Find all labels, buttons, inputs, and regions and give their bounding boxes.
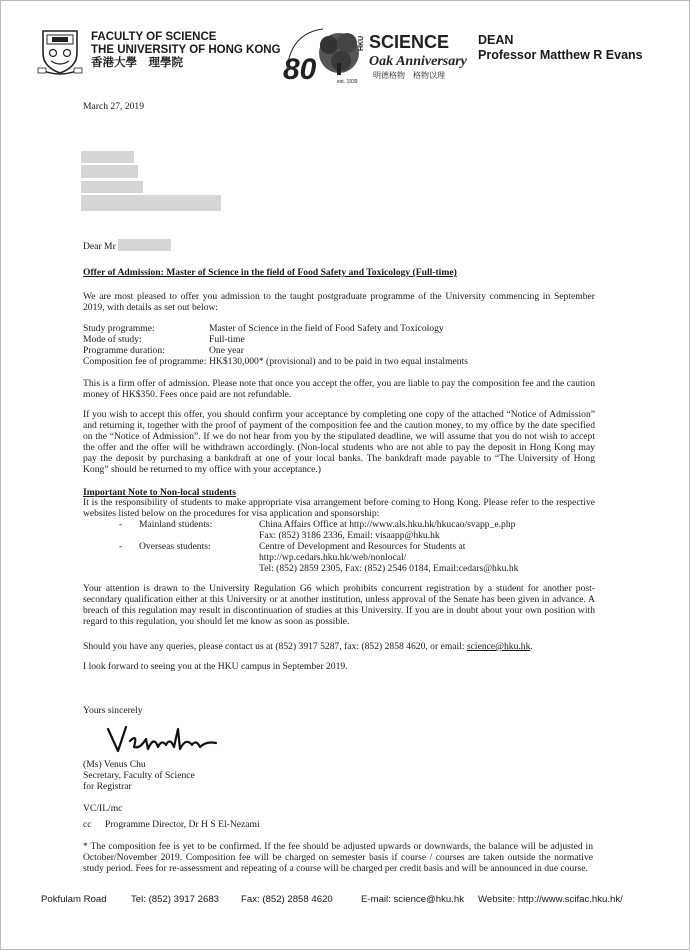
faculty-line2: THE UNIVERSITY OF HONG KONG xyxy=(91,44,281,56)
signer-title: Secretary, Faculty of Science xyxy=(83,770,195,781)
paragraph-firm-offer: This is a firm offer of admission. Please note that once you accept the offer, you are liable to pay the composition fee and the caution money of HK$350. Fees once paid are not refundable. xyxy=(83,378,595,400)
dean-name: Professor Matthew R Evans xyxy=(478,48,643,62)
dean-block xyxy=(478,33,643,63)
paragraph-closing-line: I look forward to seeing you at the HKU campus in September 2019. xyxy=(83,661,348,672)
paragraph-regulation: Your attention is drawn to the University Regulation G6 which prohibits concurrent registration by a student for another post-secondary qualification either at this University or at another institution, unless approval of the Senate has been given in advance. A breach of this regulation may result in discontinuation of studies at this University. If you are in doubt about your own position with regard to this regulation, you should let me know as soon as possible. xyxy=(83,583,595,627)
faculty-line1: FACULTY OF SCIENCE xyxy=(91,31,217,43)
cc-value: Programme Director, Dr H S El-Nezami xyxy=(105,819,260,830)
letter-subject: Offer of Admission: Master of Science in the field of Food Safety and Toxicology (Full-time) xyxy=(83,267,457,278)
anniversary-number: 80 xyxy=(283,53,317,86)
anniversary-science: SCIENCE xyxy=(369,32,450,52)
anniversary-logo xyxy=(281,23,467,86)
footer-email[interactable]: E-mail: science@hku.hk xyxy=(361,894,465,905)
handwritten-signature xyxy=(104,719,224,759)
footer-website[interactable]: Website: http://www.scifac.hku.hk/ xyxy=(478,894,623,905)
reference-code: VC/IL/mc xyxy=(83,803,123,814)
queries-text: Should you have any queries, please contact us at (852) 3917 5287, fax: (852) 2858 4620, or email: xyxy=(83,641,467,652)
university-crest-icon xyxy=(37,25,83,77)
visa-value: China Affairs Office at http://www.als.hku.hk/hkucao/svapp_e.php xyxy=(259,519,516,530)
faculty-line3: 香港大學 理學院 xyxy=(91,57,183,69)
cc-label: cc xyxy=(83,819,92,830)
redacted-address-line xyxy=(81,181,143,193)
visa-value: http://wp.cedars.hku.hk/web/nonlocal/ xyxy=(259,552,407,563)
detail-value: HK$130,000* (provisional) and to be paid in two equal instalments xyxy=(209,356,468,367)
footnote: * The composition fee is yet to be confirmed. If the fee should be adjusted upwards or downwards, the balance will be adjusted in October/November 2019. Composition fee will be charged on semester basis if course / courses are taken outside the normative study period. Fees for re-assessment and repeating of a course will be charged per credit basis and will be announced in due course. xyxy=(83,841,593,874)
footer-address: Pokfulam Road xyxy=(41,894,107,905)
footer-tel: Tel: (852) 3917 2683 xyxy=(131,894,220,905)
science-email-link[interactable]: science@hku.hk xyxy=(466,641,531,652)
oak-tree-icon xyxy=(319,33,359,75)
visa-label: Overseas students: xyxy=(139,541,211,552)
paragraph-intro: We are most pleased to offer you admission to the taught postgraduate programme of the University commencing in September 2019, with details as set out below: xyxy=(83,291,595,313)
footer-fax: Fax: (852) 2858 4620 xyxy=(241,894,333,905)
letter-date: March 27, 2019 xyxy=(83,101,145,112)
signer-block xyxy=(83,759,195,792)
anniversary-est: est. 1939 xyxy=(337,79,358,85)
visa-value: Tel: (852) 2859 2305, Fax: (852) 2546 0184, Email:cedars@hku.hk xyxy=(259,563,519,574)
bullet-dash: - xyxy=(119,541,123,552)
queries-end: . xyxy=(530,641,533,652)
visa-value: Fax: (852) 3186 2336, Email: visaapp@hku.hk xyxy=(259,530,440,541)
detail-value: Master of Science in the field of Food Safety and Toxicology xyxy=(209,323,444,334)
faculty-heading xyxy=(91,31,281,70)
redacted-address-line xyxy=(81,151,134,163)
detail-value: Full-time xyxy=(209,334,245,345)
redacted-address-line xyxy=(81,195,221,211)
dean-title: DEAN xyxy=(478,33,514,47)
anniversary-motto: 明德格物 格物以理 xyxy=(373,71,445,80)
paragraph-queries xyxy=(83,641,533,652)
cc-line xyxy=(83,819,260,830)
detail-label: Composition fee of programme: xyxy=(83,356,207,367)
note-heading: Important Note to Non-local students xyxy=(83,487,236,498)
signer-name: (Ms) Venus Chu xyxy=(83,759,146,770)
redacted-address-line xyxy=(81,165,138,178)
paragraph-visa: It is the responsibility of students to make appropriate visa arrangement before coming to Hong Kong. Please refer to the respective websites listed below on the procedures for visa application and sponsorship: xyxy=(83,497,595,519)
detail-value: One year xyxy=(209,345,244,356)
redacted-recipient-name xyxy=(118,239,171,251)
bullet-dash: - xyxy=(119,519,123,530)
anniversary-oak: Oak Anniversary xyxy=(369,54,467,69)
signer-role: for Registrar xyxy=(83,781,132,792)
detail-label: Mode of study: xyxy=(83,334,142,345)
salutation: Dear Mr xyxy=(83,241,116,252)
detail-label: Programme duration: xyxy=(83,345,165,356)
detail-label: Study programme: xyxy=(83,323,155,334)
closing: Yours sincerely xyxy=(83,705,143,716)
anniversary-hku: HKU xyxy=(358,35,365,51)
visa-value: Centre of Development and Resources for Students at xyxy=(259,541,466,552)
visa-label: Mainland students: xyxy=(139,519,213,530)
paragraph-acceptance: If you wish to accept this offer, you should confirm your acceptance by completing one copy of the attached “Notice of Admission” and returning it, together with the proof of payment of the composition fee and the caution money, to my office by the date specified on the “Notice of Admission”. If we do not hear from you by the stipulated deadline, we will assume that you do not wish to accept the offer and the offer will be withdrawn accordingly. (Non-local students who are not able to pay the deposit in Hong Kong may pay the deposit by purchasing a bankdraft at one of your local banks. The bankdraft made payable to “The University of Hong Kong” should be returned to my office with your acceptance.) xyxy=(83,409,595,475)
